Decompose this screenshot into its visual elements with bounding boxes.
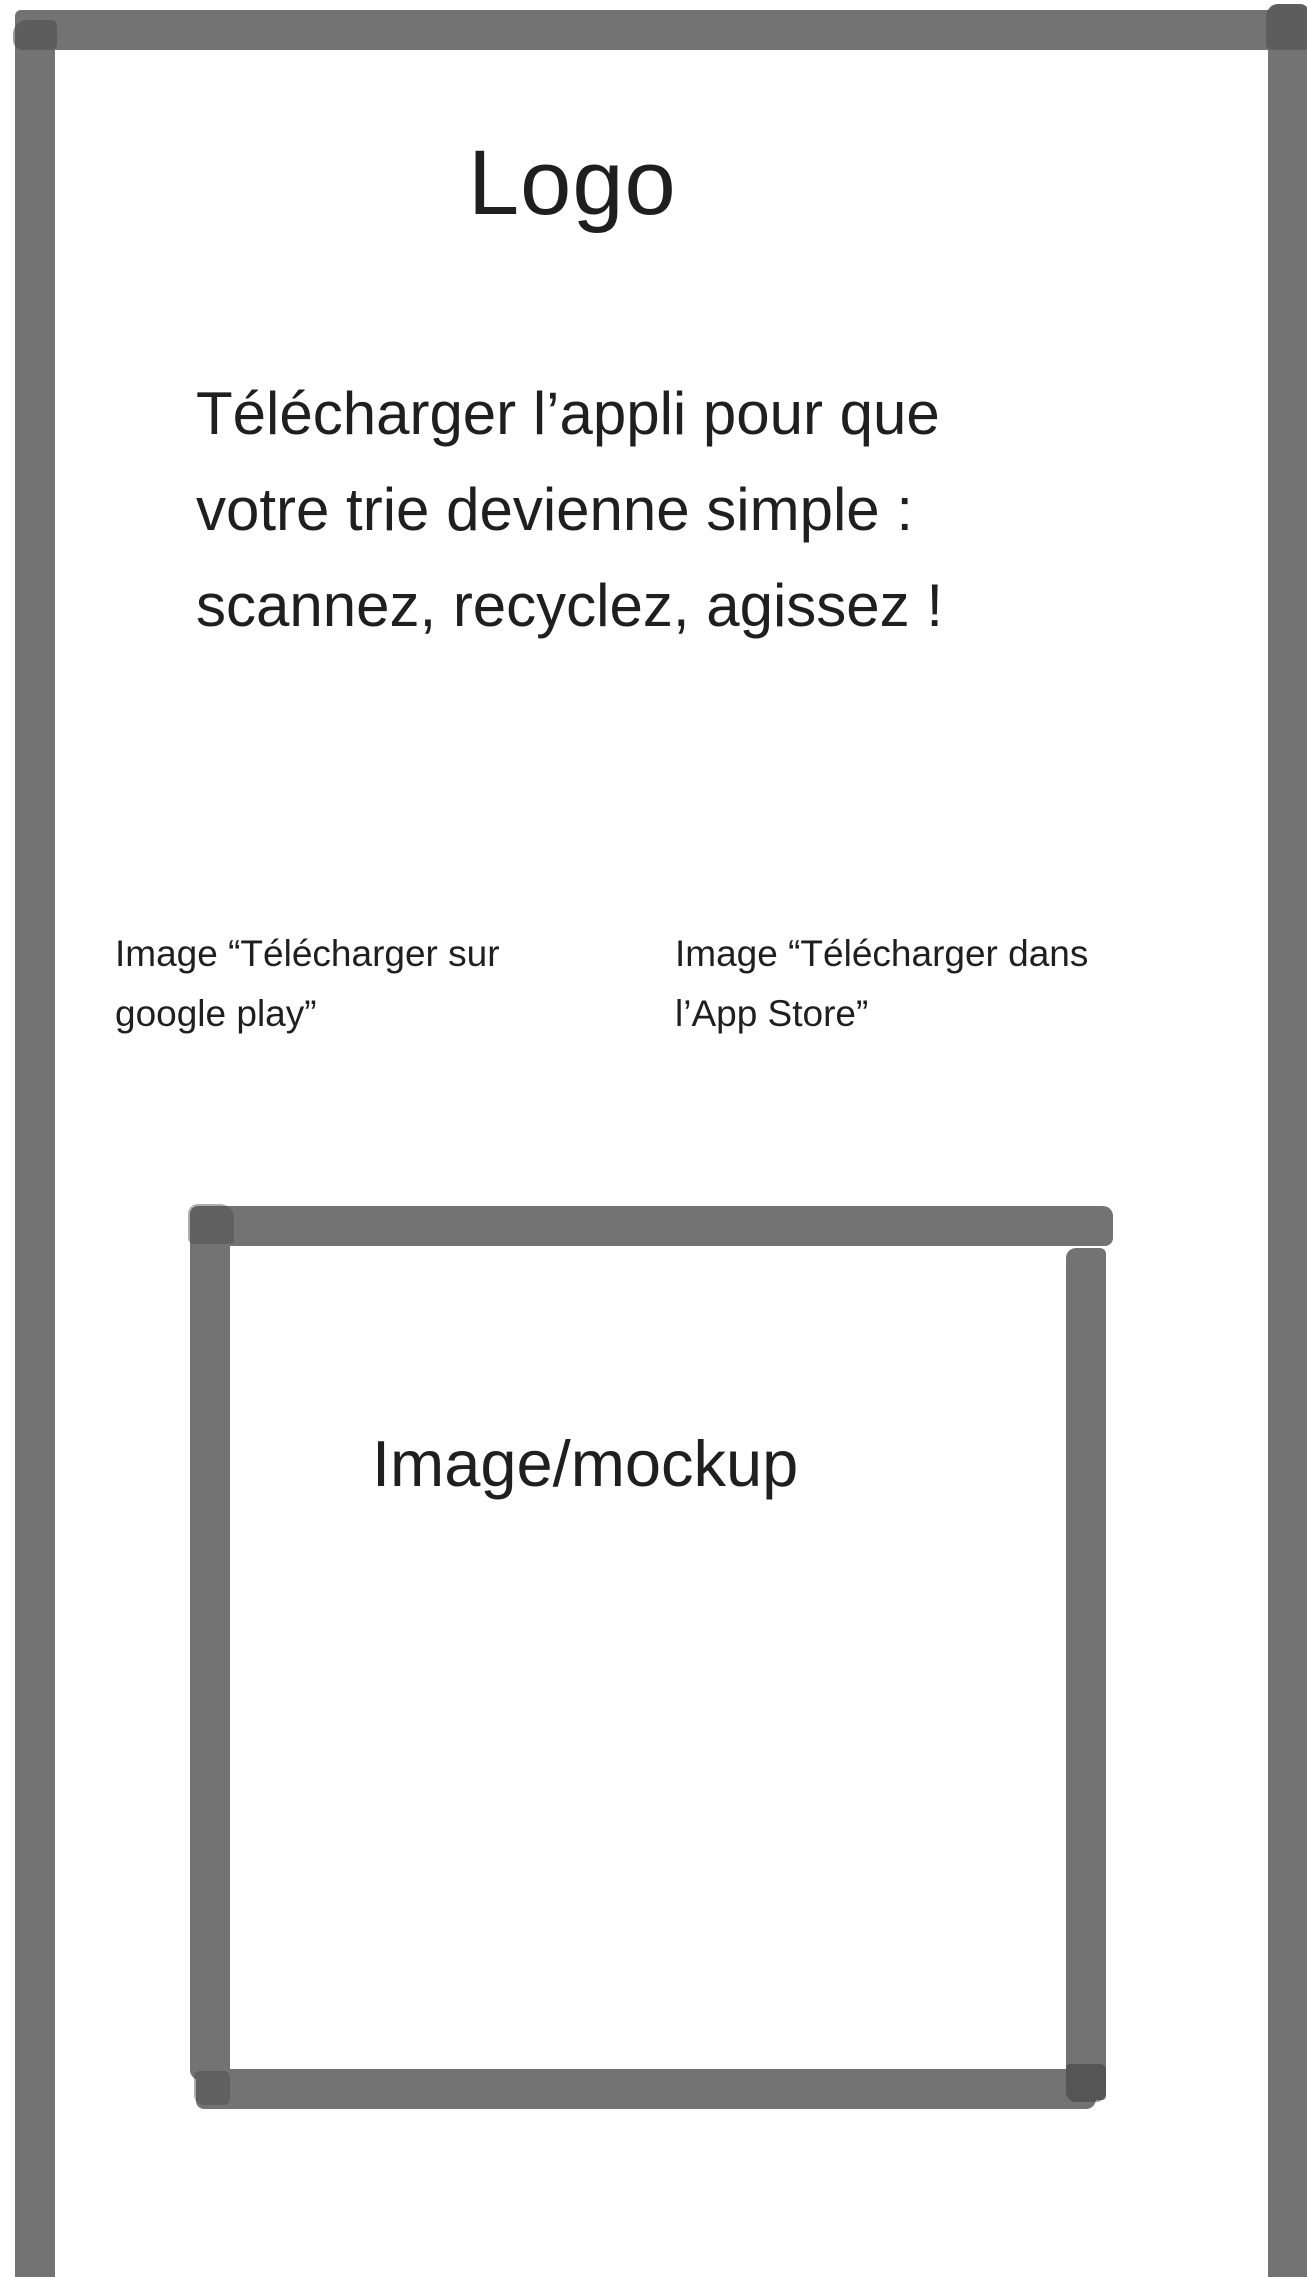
mockup-box-corner-bottom-right — [1066, 2064, 1106, 2102]
headline-line: scannez, recyclez, agissez ! — [196, 572, 943, 639]
mockup-image-placeholder-label: Image/mockup — [372, 1427, 799, 1500]
phone-frame-top-edge — [15, 10, 1295, 50]
google-play-download-button[interactable] — [115, 924, 595, 1044]
download-headline — [196, 366, 1096, 654]
app-store-label-line: l’App Store” — [675, 993, 869, 1034]
mockup-box-bottom-edge — [196, 2069, 1096, 2109]
phone-frame-right-edge — [1268, 4, 1307, 2277]
google-play-label-line: Image “Télécharger sur — [115, 933, 500, 974]
headline-line: Télécharger l’appli pour que — [196, 380, 940, 447]
logo-placeholder: Logo — [468, 132, 677, 234]
mockup-box-left-edge — [190, 1206, 230, 2080]
mockup-box-corner-top-left — [188, 1204, 234, 1244]
mockup-box-top-edge — [220, 1206, 1113, 1246]
app-store-label-line: Image “Télécharger dans — [675, 933, 1089, 974]
mockup-box-right-edge — [1066, 1248, 1106, 2100]
phone-frame-corner-top-left — [13, 20, 57, 50]
app-store-download-button[interactable] — [675, 924, 1195, 1044]
headline-line: votre trie devienne simple : — [196, 476, 914, 543]
phone-frame-corner-top-right — [1266, 4, 1307, 50]
mockup-box-corner-bottom-left — [194, 2071, 230, 2105]
phone-frame-left-edge — [15, 14, 55, 2277]
google-play-label-line: google play” — [115, 993, 317, 1034]
